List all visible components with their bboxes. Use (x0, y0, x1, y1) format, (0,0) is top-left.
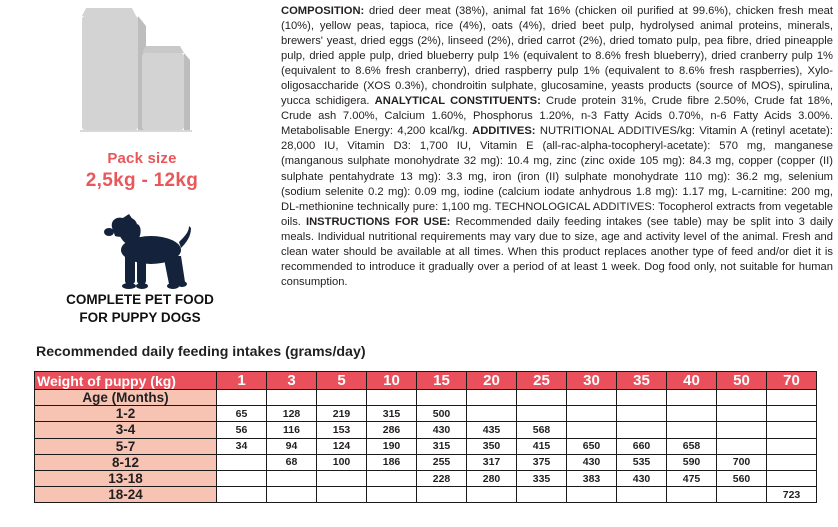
weight-header-cell: 35 (617, 372, 667, 390)
weight-header-cell: 5 (317, 372, 367, 390)
weight-header-row (35, 372, 817, 390)
intake-cell (417, 487, 467, 503)
intake-cell (567, 487, 617, 503)
feeding-table (34, 371, 817, 503)
weight-header-cell: 20 (467, 372, 517, 390)
intake-cell: 350 (467, 438, 517, 454)
weight-header-label: Weight of puppy (kg) (35, 372, 217, 390)
intake-cell: 153 (317, 422, 367, 438)
intake-cell: 535 (617, 454, 667, 470)
table-row (35, 438, 817, 454)
intake-cell: 128 (267, 406, 317, 422)
table-row (35, 406, 817, 422)
intake-cell: 475 (667, 470, 717, 486)
empty-cell (517, 390, 567, 406)
intake-cell (717, 422, 767, 438)
intake-cell (617, 422, 667, 438)
weight-header-cell: 10 (367, 372, 417, 390)
age-cell: 18-24 (35, 487, 217, 503)
product-tagline (50, 291, 230, 327)
table-row (35, 454, 817, 470)
intake-cell (717, 487, 767, 503)
intake-cell: 280 (467, 470, 517, 486)
table-row (35, 470, 817, 486)
intake-cell: 430 (617, 470, 667, 486)
intake-cell: 65 (217, 406, 267, 422)
intake-cell (267, 470, 317, 486)
weight-header-cell: 30 (567, 372, 617, 390)
intake-cell (217, 487, 267, 503)
intake-cell (617, 406, 667, 422)
weight-header-cell: 25 (517, 372, 567, 390)
intake-cell (767, 406, 817, 422)
empty-cell (317, 390, 367, 406)
intake-cell: 255 (417, 454, 467, 470)
table-row (35, 487, 817, 503)
pet-food-bags-icon (78, 2, 208, 140)
intake-cell: 500 (417, 406, 467, 422)
intake-cell: 228 (417, 470, 467, 486)
intake-cell (767, 438, 817, 454)
intake-cell (467, 406, 517, 422)
empty-cell (217, 390, 267, 406)
intake-cell: 383 (567, 470, 617, 486)
age-cell: 5-7 (35, 438, 217, 454)
puppy-icon (99, 214, 191, 292)
age-cell: 13-18 (35, 470, 217, 486)
intake-cell (667, 422, 717, 438)
pack-size-label: Pack size (107, 150, 177, 167)
intake-cell (367, 487, 417, 503)
empty-cell (617, 390, 667, 406)
empty-cell (667, 390, 717, 406)
age-cell: 1-2 (35, 406, 217, 422)
intake-cell: 568 (517, 422, 567, 438)
tagline-line-1: COMPLETE PET FOOD (66, 292, 214, 307)
intake-cell (667, 406, 717, 422)
intake-cell: 700 (717, 454, 767, 470)
table-row (35, 422, 817, 438)
intake-cell (717, 438, 767, 454)
intake-cell: 658 (667, 438, 717, 454)
intake-cell: 317 (467, 454, 517, 470)
analytical-heading: ANALYTICAL CONSTITUENTS: (374, 95, 541, 108)
intake-cell: 430 (417, 422, 467, 438)
intake-cell (667, 487, 717, 503)
intake-cell (217, 470, 267, 486)
intake-cell (317, 487, 367, 503)
intake-cell: 190 (367, 438, 417, 454)
intake-cell (467, 487, 517, 503)
empty-cell (767, 390, 817, 406)
intake-cell: 435 (467, 422, 517, 438)
intake-cell: 590 (667, 454, 717, 470)
age-cell: 8-12 (35, 454, 217, 470)
analytical-body: Crude protein 31%, Crude fibre 2.50%, Crude fat 18%, Crude ash 7.00%, Calcium 1.60%, Phosphorus 1.20%, n-3 Fatty Acids 0.70%, n-6 Fatty Acids 3.00%. Metabolisable Energy: 4,200 kcal/kg. (281, 95, 834, 138)
weight-header-cell: 1 (217, 372, 267, 390)
intake-cell (567, 422, 617, 438)
intake-cell: 315 (367, 406, 417, 422)
instructions-heading: INSTRUCTIONS FOR USE: (305, 215, 451, 228)
empty-cell (367, 390, 417, 406)
intake-cell: 650 (567, 438, 617, 454)
intake-cell: 286 (367, 422, 417, 438)
age-cell: 3-4 (35, 422, 217, 438)
intake-cell (217, 454, 267, 470)
age-header-label: Age (Months) (35, 390, 217, 406)
intake-cell: 560 (717, 470, 767, 486)
product-info-panel (0, 0, 270, 340)
weight-header-cell: 15 (417, 372, 467, 390)
intake-cell: 186 (367, 454, 417, 470)
composition-body: dried deer meat (38%), animal fat 16% (chicken oil purified at 99.6%), chicken fresh meat (10%), yellow peas, tapioca, rice (4%), oats (4%), dried beet pulp, hydrolysed animal proteins, minerals, brewers' yeast, dried eggs (2%), linseed (2%), dried carrot (2%), dried tomato pulp, pea fibre, dried pineapple pulp, dried apple pulp, dried blueberry pulp 1% (equivalent to 8.6% fresh blueberry), dried cranberry pulp 1% (equivalent to 8.6% fresh cranberry), dried raspberry pulp 1% (equivalent to 8.6% fresh raspberries), Xylo-oligosaccharide (XOS 0.3%), chondroitin sulphate, glucosamine, yeasts products (source of MOS), spirulina, yucca schidigera. (281, 5, 833, 108)
intake-cell (567, 406, 617, 422)
intake-cell: 723 (767, 487, 817, 503)
weight-header-cell: 50 (717, 372, 767, 390)
empty-cell (717, 390, 767, 406)
intake-cell (317, 470, 367, 486)
intake-cell: 116 (267, 422, 317, 438)
intake-cell: 124 (317, 438, 367, 454)
intake-cell: 34 (217, 438, 267, 454)
additives-heading: ADDITIVES: (472, 125, 536, 138)
intake-cell: 660 (617, 438, 667, 454)
intake-cell: 219 (317, 406, 367, 422)
intake-cell: 415 (517, 438, 567, 454)
weight-header-cell: 40 (667, 372, 717, 390)
intake-cell (367, 470, 417, 486)
weight-header-cell: 70 (767, 372, 817, 390)
empty-cell (567, 390, 617, 406)
empty-cell (267, 390, 317, 406)
intake-cell (617, 487, 667, 503)
intake-cell (767, 422, 817, 438)
intake-cell: 430 (567, 454, 617, 470)
intake-cell: 335 (517, 470, 567, 486)
intake-cell (267, 487, 317, 503)
weight-header-cell: 3 (267, 372, 317, 390)
pack-size-value: 2,5kg - 12kg (85, 170, 199, 191)
intake-cell (517, 487, 567, 503)
composition-text (281, 4, 833, 290)
intake-cell: 94 (267, 438, 317, 454)
intake-cell: 100 (317, 454, 367, 470)
instructions-body: Recommended daily feeding intakes (see table) may be split into 3 daily meals. Individual nutritional requirements may vary due to size, age and activity level of the animal. Fresh and clean water should be available at all times. When this product replaces another type of feed and/or diet it is recommended to introduce it gradually over a period of at least 1 week. Dog food only, not suitable for human consumption. (281, 215, 833, 288)
intake-cell (767, 454, 817, 470)
intake-cell (767, 470, 817, 486)
tagline-line-2: FOR PUPPY DOGS (79, 310, 201, 325)
intake-cell (717, 406, 767, 422)
intake-cell: 68 (267, 454, 317, 470)
additives-body: NUTRITIONAL ADDITIVES/kg: Vitamin A (retinyl acetate): 28,000 IU, Vitamin D3: 1,700 IU, Vitamin E (all-rac-alpha-tocopheryl-acetate): 570 mg, manganese (manganous sulphate monohydrate 32 mg): 10.4 mg, zinc (zinc oxide 105 mg): 84.3 mg, copper (copper (II) sulphate pentahydrate 13 mg): 3.3 mg, iron (iron (II) sulphate monohydrate 110 mg): 36.2 mg, selenium (sodium selenite 0.2 mg): 0.09 mg, iodine (calcium iodate anhydrous 1.8 mg): 1.17 mg, L-carnitine: 200 mg, DL-methionine technically pure: 1,100 mg. TECHNOLOGICAL ADDITIVES: Tocopherol extracts from vegetable oils. (281, 125, 833, 228)
intake-cell: 315 (417, 438, 467, 454)
empty-cell (467, 390, 517, 406)
intake-cell: 375 (517, 454, 567, 470)
age-header-row (35, 390, 817, 406)
empty-cell (417, 390, 467, 406)
intake-cell (517, 406, 567, 422)
composition-heading: COMPOSITION: (281, 5, 365, 17)
intake-cell: 56 (217, 422, 267, 438)
feeding-table-title: Recommended daily feeding intakes (grams/day) (36, 344, 366, 360)
